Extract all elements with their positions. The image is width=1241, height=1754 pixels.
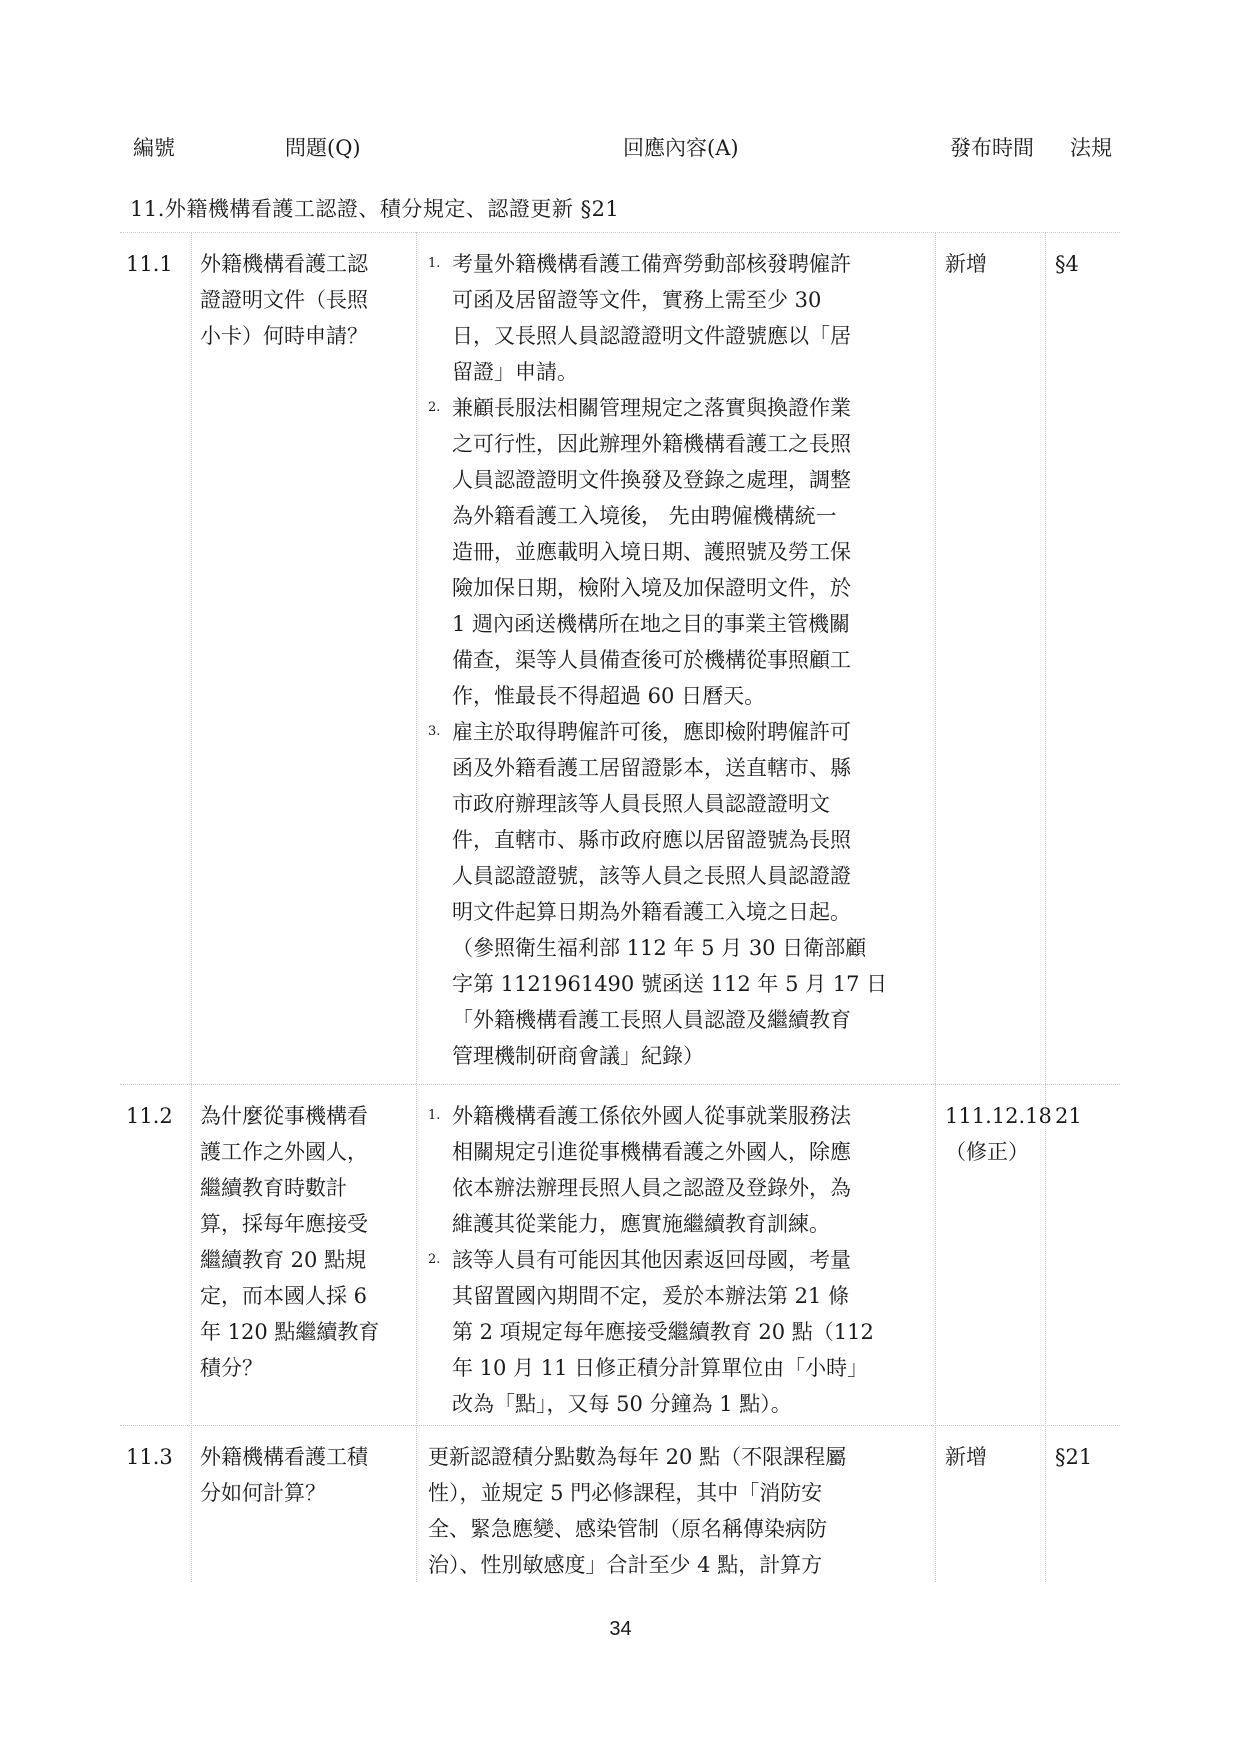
answer-line: 考量外籍機構看護工備齊勞動部核發聘僱許 <box>452 252 851 276</box>
header-question: 問題(Q) <box>285 136 361 160</box>
answer-text <box>428 246 923 1074</box>
answer-line: （參照衛生福利部 112 年 5 月 30 日衛部顧 <box>452 936 867 960</box>
answer-line: 兼顧長服法相關管理規定之落實與換證作業 <box>452 396 851 420</box>
answer-line: 全、緊急應變、感染管制（原名稱傳染病防 <box>428 1517 827 1541</box>
item-number: 11.3 <box>126 1445 173 1469</box>
answer-line: 人員認證證號，該等人員之長照人員認證證 <box>452 864 851 888</box>
header-regulation: 法規 <box>1070 136 1112 160</box>
header-answer: 回應內容(A) <box>623 136 739 160</box>
table-header <box>0 132 1241 172</box>
column-divider <box>416 232 417 1582</box>
answer-item-number: 1. <box>428 256 441 271</box>
question-line: 護工作之外國人， <box>200 1140 368 1164</box>
section-title: 11.外籍機構看護工認證、積分規定、認證更新 §21 <box>130 197 620 221</box>
answer-list <box>428 246 923 1074</box>
column-divider <box>1045 232 1046 1582</box>
answer-line: 日，又長照人員認證證明文件證號應以「居 <box>452 324 851 348</box>
answer-line: 備查，渠等人員備查後可於機構從事照顧工 <box>452 648 851 672</box>
answer-line: 改為「點」，又每 50 分鐘為 1 點）。 <box>452 1392 792 1416</box>
regulation-ref: §4 <box>1055 252 1079 276</box>
answer-line: 人員認證證明文件換發及登錄之處理，調整 <box>452 468 851 492</box>
page-number: 34 <box>609 1618 632 1640</box>
regulation-ref: 21 <box>1055 1104 1082 1128</box>
question-line: 定，而本國人採 6 <box>200 1284 368 1308</box>
answer-line: 該等人員有可能因其他因素返回母國，考量 <box>452 1248 851 1272</box>
publish-date-line: 新增 <box>945 1445 987 1469</box>
question-text <box>200 1439 400 1511</box>
question-line: 年 120 點繼續教育 <box>200 1320 380 1344</box>
answer-list <box>428 1098 923 1422</box>
answer-item-number: 1. <box>428 1108 441 1123</box>
question-text <box>200 246 400 354</box>
answer-line: 管理機制研商會議」紀錄） <box>452 1044 704 1068</box>
question-text <box>200 1098 400 1386</box>
header-number: 編號 <box>133 136 175 160</box>
column-divider <box>935 232 936 1582</box>
answer-line: 維護其從業能力，應實施繼續教育訓練。 <box>452 1212 830 1236</box>
answer-item <box>428 1098 923 1242</box>
row-divider <box>120 1084 1120 1085</box>
publish-date <box>945 1098 1052 1170</box>
answer-line: 治）、性別敏感度」合計至少 4 點，計算方 <box>428 1553 823 1577</box>
header-publish-date: 發布時間 <box>950 136 1034 160</box>
publish-date <box>945 1439 1045 1475</box>
answer-line: 險加保日期，檢附入境及加保證明文件，於 <box>452 576 851 600</box>
question-line: 繼續教育時數計 <box>200 1176 347 1200</box>
column-divider <box>191 232 192 1582</box>
answer-line: 作，惟最長不得超過 60 日曆天。 <box>452 684 766 708</box>
answer-item <box>428 246 923 390</box>
answer-line: 可函及居留證等文件，實務上需至少 30 <box>452 288 822 312</box>
answer-line: 明文件起算日期為外籍看護工入境之日起。 <box>452 900 851 924</box>
answer-line: 依本辦法辦理長照人員之認證及登錄外，為 <box>452 1176 851 1200</box>
answer-item <box>428 1242 923 1422</box>
question-line: 外籍機構看護工認 <box>200 252 368 276</box>
question-line: 算，採每年應接受 <box>200 1212 368 1236</box>
answer-line: 年 10 月 11 日修正積分計算單位由「小時」 <box>452 1356 869 1380</box>
answer-line: 性），並規定 5 門必修課程，其中「消防安 <box>428 1481 823 1505</box>
answer-line: 第 2 項規定每年應接受繼續教育 20 點（112 <box>452 1320 874 1344</box>
question-line: 外籍機構看護工積 <box>200 1445 368 1469</box>
answer-item-number: 2. <box>428 400 441 415</box>
answer-line: 留證」申請。 <box>452 360 578 384</box>
question-line: 為什麼從事機構看 <box>200 1104 368 1128</box>
answer-item-number: 2. <box>428 1252 441 1267</box>
answer-line: 市政府辦理該等人員長照人員認證證明文 <box>452 792 830 816</box>
regulation-ref: §21 <box>1055 1445 1093 1469</box>
answer-line: 相關規定引進從事機構看護之外國人，除應 <box>452 1140 851 1164</box>
answer-item <box>428 714 923 1074</box>
answer-line: 「外籍機構看護工長照人員認證及繼續教育 <box>452 1008 851 1032</box>
answer-line: 雇主於取得聘僱許可後，應即檢附聘僱許可 <box>452 720 851 744</box>
row-divider <box>120 232 1120 233</box>
question-line: 證證明文件（長照 <box>200 288 368 312</box>
item-number: 11.1 <box>126 252 173 276</box>
answer-item <box>428 390 923 714</box>
answer-line: 造冊，並應載明入境日期、護照號及勞工保 <box>452 540 851 564</box>
answer-text <box>428 1439 923 1583</box>
answer-line: 更新認證積分點數為每年 20 點（不限課程屬 <box>428 1445 847 1469</box>
row-divider <box>120 1425 1120 1426</box>
answer-line: 件，直轄市、縣市政府應以居留證號為長照 <box>452 828 851 852</box>
item-number: 11.2 <box>126 1104 173 1128</box>
publish-date-line: 111.12.18 <box>945 1104 1052 1128</box>
publish-date <box>945 246 1045 282</box>
question-line: 積分？ <box>200 1356 263 1380</box>
answer-item-number: 3. <box>428 724 441 739</box>
answer-line: 1 週內函送機構所在地之目的事業主管機關 <box>452 612 851 636</box>
answer-line: 字第 1121961490 號函送 112 年 5 月 17 日 <box>452 972 888 996</box>
question-line: 小卡）何時申請？ <box>200 324 368 348</box>
answer-text <box>428 1098 923 1422</box>
answer-line: 外籍機構看護工係依外國人從事就業服務法 <box>452 1104 851 1128</box>
question-line: 繼續教育 20 點規 <box>200 1248 367 1272</box>
publish-date-line: （修正） <box>945 1140 1029 1164</box>
answer-line: 之可行性，因此辦理外籍機構看護工之長照 <box>452 432 851 456</box>
answer-line: 函及外籍看護工居留證影本，送直轄市、縣 <box>452 756 851 780</box>
answer-line: 為外籍看護工入境後， 先由聘僱機構統一 <box>452 504 837 528</box>
publish-date-line: 新增 <box>945 252 987 276</box>
answer-line: 其留置國內期間不定，爰於本辦法第 21 條 <box>452 1284 850 1308</box>
question-line: 分如何計算？ <box>200 1481 326 1505</box>
